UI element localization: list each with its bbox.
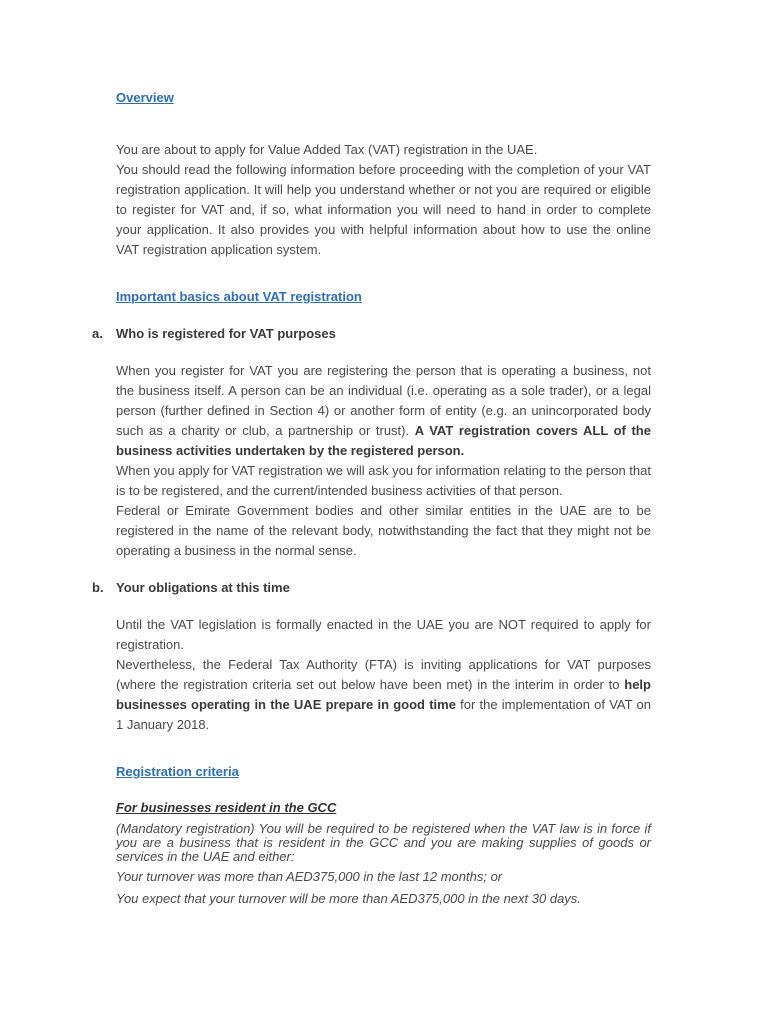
section-a-paragraph-2: When you apply for VAT registration we will ask you for information relating to the person that is to be registered, and the current/intended business activities of that person. [116,463,651,498]
overview-paragraph-2: You should read the following information before proceeding with the completion of your VAT registration application. It will help you understand whether or not you are required or eligible to register for VAT and, if so, what information you will need to hand in order to complete your application. It also provides you with helpful information about how to use the online VAT registration application system. [116,162,651,257]
section-b-paragraph-2-bold: help businesses operating in the UAE prepare in good time [116,677,651,712]
criteria-paragraph-3: You expect that your turnover will be more than AED375,000 in the next 30 days. [116,891,581,906]
section-b-paragraph-2 [116,655,651,735]
section-a-title-text: Who is registered for VAT purposes [116,326,336,341]
gcc-heading: For businesses resident in the GCC [116,800,337,815]
section-b-paragraph-2-text: Nevertheless, the Federal Tax Authority (FTA) is inviting applications for VAT purposes (where the registration criteria set out below have been met) in the interim in order to [116,657,651,692]
section-b-title [92,578,651,598]
section-a-paragraph-3: Federal or Emirate Government bodies and other similar entities in the UAE are to be registered in the name of the relevant body, notwithstanding the fact that they might not be operating a business in the normal sense. [116,503,651,558]
section-a-paragraph-1-bold: A VAT registration covers ALL of the business activities undertaken by the registered person. [116,423,651,458]
section-b-marker: b. [92,580,104,595]
section-b-paragraph-2-tail: for the implementation of VAT on 1 January 2018. [116,697,651,732]
section-a-title [92,324,651,344]
criteria-paragraph-1: (Mandatory registration) You will be required to be registered when the VAT law is in force if you are a business that is resident in the GCC and you are making supplies of goods or services in the UAE and either: [116,821,651,864]
section-a-paragraph-1 [116,361,651,461]
section-a-marker: a. [92,326,103,341]
overview-heading: Overview [116,90,174,105]
basics-heading: Important basics about VAT registration [116,289,362,304]
document-page [92,88,651,906]
criteria-heading: Registration criteria [116,764,239,779]
section-a-paragraph-1-text: When you register for VAT you are registering the person that is operating a business, not the business itself. A person can be an individual (i.e. operating as a sole trader), or a legal person (further defined in Section 4) or another form of entity (e.g. an unincorporated body such as a charity or club, a partnership or trust). [116,363,651,438]
overview-paragraph-1: You are about to apply for Value Added Tax (VAT) registration in the UAE. [116,142,538,157]
criteria-paragraph-2: Your turnover was more than AED375,000 in the last 12 months; or [116,869,503,884]
section-b-title-text: Your obligations at this time [116,580,290,595]
section-b-paragraph-1: Until the VAT legislation is formally enacted in the UAE you are NOT required to apply for registration. [116,617,651,652]
